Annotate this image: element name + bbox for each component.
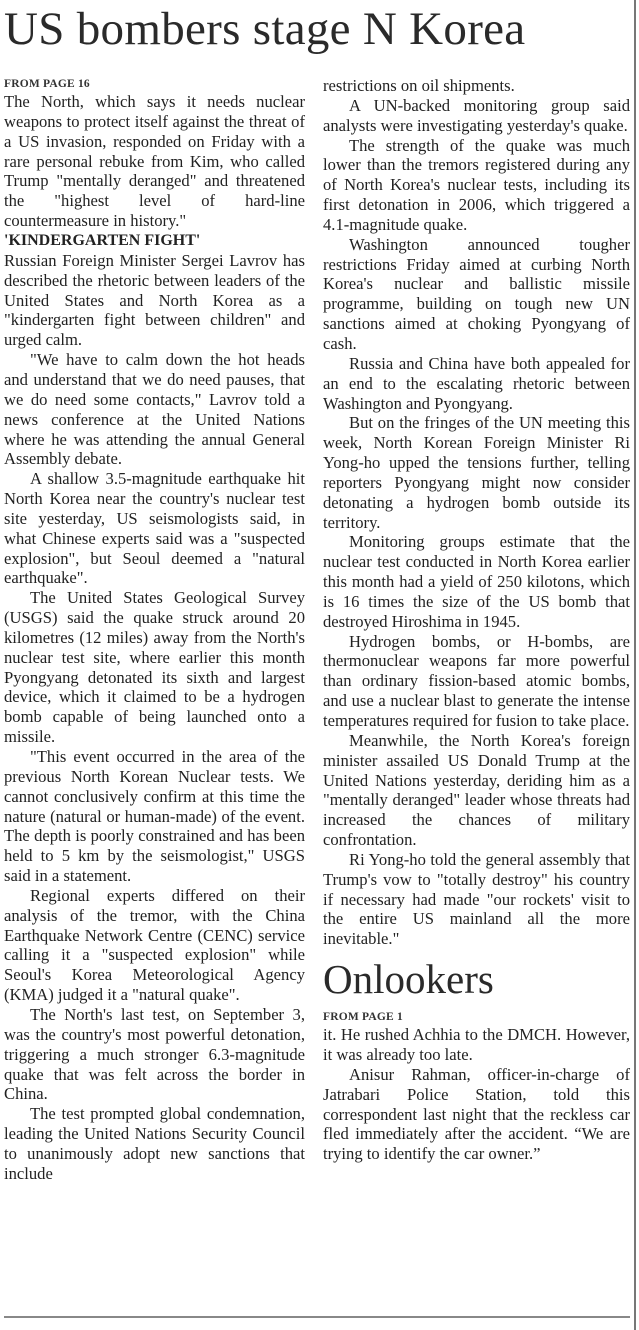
paragraph: The strength of the quake was much lower than the tremors registered during any of North Korea's nuclear tests, including its first detonation in 2006, which triggered a 4.1-magnitude quake. — [323, 135, 630, 234]
paragraph-continued: The test prompted global condemnation, leading the United Nations Security Council to unanimously adopt new sanctions that include — [4, 1104, 305, 1183]
paragraph: But on the fringes of the UN meeting this week, North Korean Foreign Minister Ri Yong-ho upped the tensions further, telling reporters Pyongyang might now consider detonating a hydrogen bomb outside its territory. — [323, 413, 630, 532]
headline: US bombers stage N Korea — [4, 3, 526, 55]
lead-paragraph: The North, which says it needs nuclear weapons to protect itself against the threat of a US invasion, responded on Friday with a rare personal rebuke from Kim, who called Trump "mentally deranged" and threatened the "highest level of hard-line countermeasure in history." — [4, 92, 305, 231]
paragraph: A UN-backed monitoring group said analysts were investigating yesterday's quake. — [323, 95, 630, 135]
right-border — [634, 0, 636, 1330]
paragraph: Regional experts differed on their analysis of the tremor, with the China Earthquake Network Centre (CENC) service calling it a "suspected explosion" while Seoul's Korea Meteorological Agency (KMA) judged it a "natural quake". — [4, 885, 305, 1005]
paragraph: "We have to calm down the hot heads and understand that we do need pauses, that we do need some contacts," Lavrov told a news conference at the United Nations where he was attending the annual General Assembly debate. — [4, 350, 305, 469]
onlookers-headline: Onlookers — [323, 956, 494, 1003]
paragraph: it. He rushed Achhia to the DMCH. However, it was already too late. — [323, 1025, 630, 1064]
paragraph: The North's last test, on September 3, was the country's most powerful detonation, triggering a much stronger 6.3-magnitude quake that was felt across the border in China. — [4, 1004, 305, 1104]
paragraph: Meanwhile, the North Korea's foreign minister assailed US Donald Trump at the United Nations yesterday, deriding him as a "mentally deranged" leader whose threats had increased the chances of military confrontation. — [323, 730, 630, 850]
right-column — [323, 76, 630, 1164]
from-page-kicker: FROM PAGE 16 — [4, 78, 90, 90]
paragraph: Hydrogen bombs, or H-bombs, are thermonuclear weapons far more powerful than ordinary fission-based atomic bombs, and use a nuclear blast to generate the intense temperatures required for fusion to take place. — [323, 631, 630, 730]
left-column — [4, 76, 305, 1184]
paragraph: Anisur Rahman, officer-in-charge of Jatrabari Police Station, told this correspondent last night that the reckless car fled immediately after the accident. “We are trying to identify the car owner.” — [323, 1064, 630, 1164]
paragraph: The United States Geological Survey (USGS) said the quake struck around 20 kilometres (12 miles) away from the North's nuclear test site, where earlier this month Pyongyang detonated its sixth and largest device, which it claimed to be a hydrogen bomb capable of being launched onto a missile. — [4, 588, 305, 747]
bottom-rule — [4, 1316, 630, 1318]
subheading: 'KINDERGARTEN FIGHT' — [4, 231, 201, 249]
paragraph: "This event occurred in the area of the previous North Korean Nuclear tests. We cannot conclusively confirm at this time the nature (natural or human-made) of the event. The depth is poorly constrained and has been held to 5 km by the seismologist," USGS said in a statement. — [4, 747, 305, 886]
paragraph: A shallow 3.5-magnitude earthquake hit North Korea near the country's nuclear test site yesterday, US seismologists said, in what Chinese experts said was a "suspected explosion", but Seoul deemed a "natural earthquake". — [4, 469, 305, 588]
paragraph-continuation: restrictions on oil shipments. — [323, 76, 515, 95]
from-page-kicker: FROM PAGE 1 — [323, 1011, 403, 1024]
paragraph: Ri Yong-ho told the general assembly that Trump's vow to "totally destroy" his country if necessary had made "our rockets' visit to the entire US mainland all the more inevitable." — [323, 849, 630, 949]
paragraph: Russian Foreign Minister Sergei Lavrov has described the rhetoric between leaders of the United States and North Korea as a "kindergarten fight between children" and urged calm. — [4, 250, 305, 350]
paragraph: Monitoring groups estimate that the nuclear test conducted in North Korea earlier this month had a yield of 250 kilotons, which is 16 times the size of the US bomb that destroyed Hiroshima in 1945. — [323, 532, 630, 631]
paragraph: Russia and China have both appealed for an end to the escalating rhetoric between Washington and Pyongyang. — [323, 353, 630, 413]
paragraph: Washington announced tougher restrictions Friday aimed at curbing North Korea's nuclear and ballistic missile programme, building on tough new UN sanctions aimed at choking Pyongyang of cash. — [323, 234, 630, 353]
